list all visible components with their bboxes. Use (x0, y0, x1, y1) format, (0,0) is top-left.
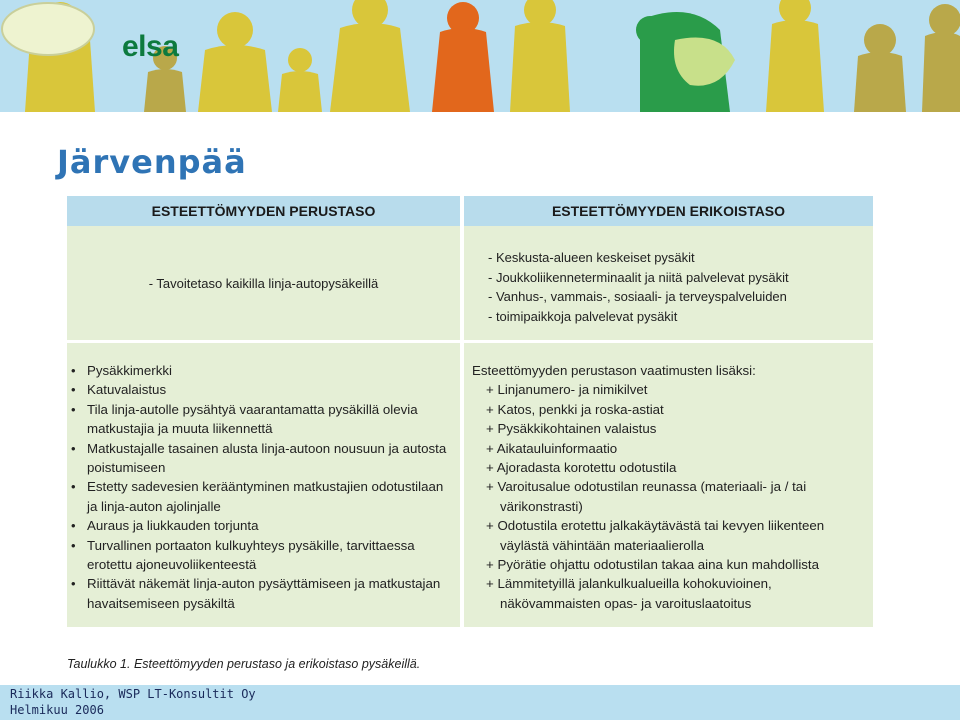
header-basic-level: ESTEETTÖMYYDEN PERUSTASO (67, 196, 460, 226)
list-item: • Riittävät näkemät linja-auton pysäyttämiseen ja matkustajan havaitsemiseen pysäkiltä (67, 574, 460, 613)
table-row-requirements (67, 343, 873, 627)
list-item: + Lämmitetyillä jalankulkualueilla kohokuvioinen, näkövammaisten opas- ja varoituslaatoitus (486, 576, 772, 611)
elsa-logo (0, 0, 96, 58)
header-special-level: ESTEETTÖMYYDEN ERIKOISTASO (464, 196, 873, 226)
list-item: + Pysäkkikohtainen valaistus (486, 421, 657, 437)
accessibility-levels-table (67, 196, 873, 627)
list-item: • Turvallinen portaaton kulkuyhteys pysäkille, tarvittaessa erotettu ajoneuvoliikenteestä (67, 536, 460, 575)
table-row-scope (67, 226, 873, 340)
table-header-row (67, 196, 873, 226)
table-caption: Taulukko 1. Esteettömyyden perustaso ja erikoistaso pysäkeillä. (67, 657, 421, 671)
list-item: • Matkustajalle tasainen alusta linja-autoon nousuun ja autosta poistumiseen (67, 439, 460, 478)
page-title: Järvenpää (57, 143, 247, 181)
cell-special-requirements (464, 343, 873, 627)
logo-text: elsa (122, 30, 179, 63)
list-item: + Pyörätie ohjattu odotustilan takaa aina kun mahdollista (486, 557, 820, 573)
list-item: • Katuvalaistus (67, 380, 460, 399)
footer-date: Helmikuu 2006 (10, 703, 104, 717)
list-item: • Auraus ja liukkauden torjunta (67, 516, 460, 535)
special-scope-line: - Keskusta-alueen keskeiset pysäkit (488, 250, 695, 265)
list-item: • Estetty sadevesien kerääntyminen matkustajien odotustilaan ja linja-auton ajolinjalle (67, 477, 460, 516)
list-item: • Tila linja-autolle pysähtyä vaarantamatta pysäkillä olevia matkustajia ja muuta liikennettä (67, 400, 460, 439)
footer-bar (0, 685, 960, 720)
list-item: + Linjanumero- ja nimikilvet (486, 382, 648, 398)
list-item: + Ajoradasta korotettu odotustila (486, 460, 677, 476)
special-scope-line: - Vanhus-, vammais-, sosiaali- ja terveyspalveluiden (488, 289, 787, 304)
list-item: + Aikatauluinformaatio (486, 440, 618, 456)
list-item: + Odotustila erotettu jalkakäytävästä tai kevyen liikenteen väylästä vähintään materiaalierolla (486, 518, 825, 553)
list-item: + Katos, penkki ja roska-astiat (486, 401, 664, 417)
footer-author: Riikka Kallio, WSP LT-Konsultit Oy (10, 687, 256, 701)
basic-requirements-list (67, 361, 460, 613)
special-requirements-heading: Esteettömyyden perustason vaatimusten lisäksi: (472, 363, 756, 378)
special-scope-line: - toimipaikkoja palvelevat pysäkit (488, 308, 678, 324)
header-banner (0, 0, 960, 112)
special-requirements-list (472, 380, 873, 613)
cell-basic-scope: - Tavoitetaso kaikilla linja-autopysäkeillä (67, 226, 460, 340)
list-item: + Varoitusalue odotustilan reunassa (materiaali- ja / tai värikonstrasti) (486, 479, 807, 514)
cell-basic-requirements (67, 343, 460, 627)
list-item: • Pysäkkimerkki (67, 361, 460, 380)
cell-special-scope (464, 226, 873, 340)
special-scope-line: - Joukkoliikenneterminaalit ja niitä palvelevat pysäkit (488, 269, 789, 285)
